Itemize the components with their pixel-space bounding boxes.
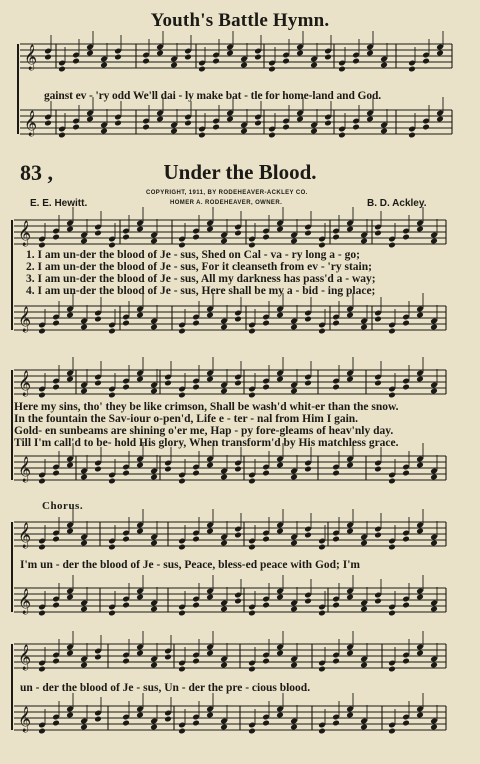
staff-s2-bass xyxy=(14,443,446,484)
stanza-line: 2. I am un-der the blood of Je - sus, For it cleanseth from ev - 'ry stain; xyxy=(26,261,372,273)
svg-text:𝄞: 𝄞 xyxy=(18,457,32,482)
owner-line: HOMER A. RODEHEAVER, OWNER. xyxy=(170,200,283,206)
svg-text:𝄞: 𝄞 xyxy=(24,111,38,136)
svg-text:𝄞: 𝄞 xyxy=(18,707,32,732)
staff-top-treble xyxy=(20,31,452,72)
chorus-label: Chorus. xyxy=(42,500,84,512)
stanza-line: 4. I am un-der the blood of Je - sus, Here shall be my a - bid - ing place; xyxy=(26,285,376,297)
chorus-lyric: un - der the blood of Je - sus, Un - der the pre - cious blood. xyxy=(20,682,311,694)
svg-text:𝄞: 𝄞 xyxy=(18,307,32,332)
stanza-line: In the fountain the Sav-iour o-pen'd, Life e - ter - nal from Him I gain. xyxy=(14,413,359,425)
stanza-line: Gold- en sunbeams are shining o'er me, Hap - py fore-gleams of heav'nly day. xyxy=(14,425,394,437)
author-credit: E. E. Hewitt. xyxy=(30,198,88,209)
svg-text:𝄞: 𝄞 xyxy=(18,371,32,396)
chorus-lyric: I'm un - der the blood of Je - sus, Peace, bless-ed peace with God; I'm xyxy=(20,559,360,571)
staff-c1-bass xyxy=(14,575,446,616)
svg-text:𝄞: 𝄞 xyxy=(18,645,32,670)
svg-text:𝄞: 𝄞 xyxy=(18,589,32,614)
staff-s2-treble xyxy=(14,357,446,398)
hymn-title: Under the Blood. xyxy=(163,160,317,184)
staff-c2-treble xyxy=(14,631,446,672)
composer-credit: B. D. Ackley. xyxy=(367,198,427,209)
svg-text:𝄞: 𝄞 xyxy=(24,45,38,70)
stanza-line: Here my sins, tho' they be like crimson, Shall be wash'd whit-er than the snow. xyxy=(14,401,399,413)
staff-s1-treble xyxy=(14,207,446,248)
copyright-line: COPYRIGHT, 1911, BY RODEHEAVER-ACKLEY CO. xyxy=(146,190,308,196)
staff-c2-bass xyxy=(14,693,446,734)
top-hymn-lyric: gainst ev - 'ry odd We'll dai - ly make bat - tle for home-land and God. xyxy=(44,90,382,102)
staff-s1-bass xyxy=(14,293,446,334)
stanza-line: 1. I am un-der the blood of Je - sus, Shed on Cal - va - ry long a - go; xyxy=(26,249,360,261)
hymn-number: 83 , xyxy=(20,160,53,185)
stanza-line: Till I'm call'd to be- hold His glory, When transform'd by His matchless grace. xyxy=(14,437,399,449)
svg-text:𝄞: 𝄞 xyxy=(18,221,32,246)
staff-top-bass xyxy=(20,97,452,138)
svg-text:𝄞: 𝄞 xyxy=(18,523,32,548)
staff-c1-treble xyxy=(14,509,446,550)
top-hymn-title: Youth's Battle Hymn. xyxy=(150,10,330,31)
stanza-line: 3. I am un-der the blood of Je - sus, All my darkness has pass'd a - way; xyxy=(26,273,376,285)
